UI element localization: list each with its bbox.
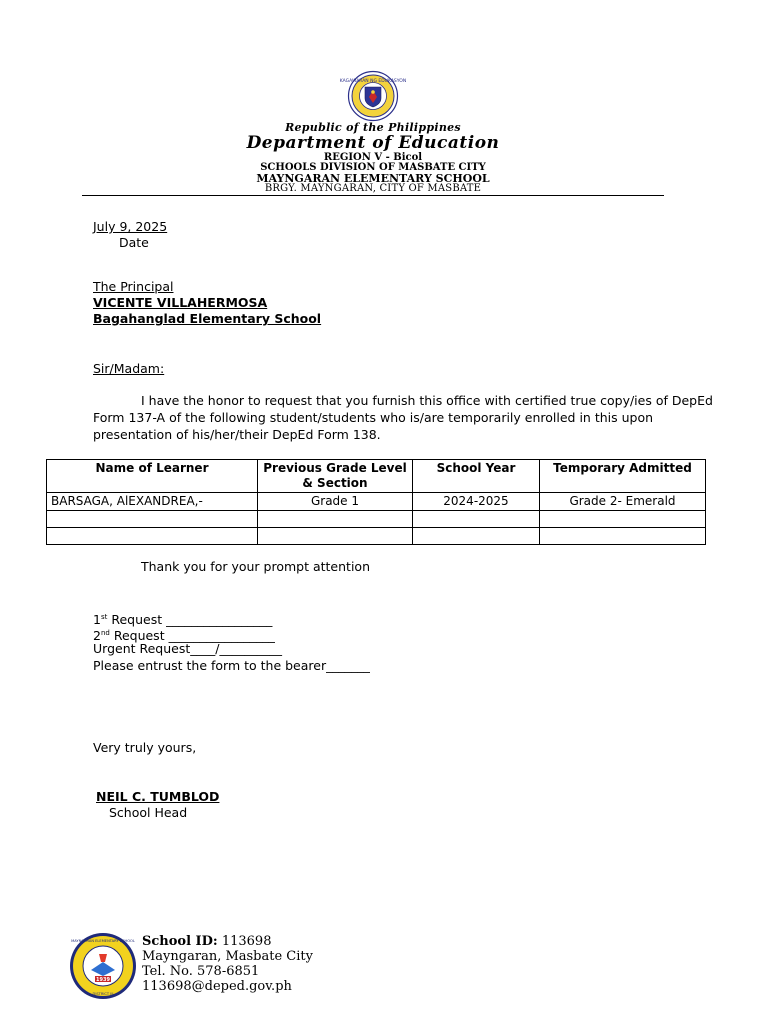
column-header: Name of Learner: [47, 460, 258, 493]
recipient-title: The Principal: [93, 279, 174, 294]
temporary-admitted-cell: Grade 2- Emerald: [540, 493, 706, 511]
header-department: Department of Education: [246, 133, 500, 153]
header-republic: Republic of the Philippines: [285, 121, 461, 134]
signatory-title: School Head: [109, 805, 188, 820]
svg-text:1939: 1939: [96, 977, 110, 983]
header-divider: [82, 195, 664, 196]
date-label: Date: [119, 235, 149, 250]
table-header-row: [47, 460, 706, 493]
svg-text:KAGAWARAN NG EDUKASYON: KAGAWARAN NG EDUKASYON: [339, 79, 407, 84]
learner-name-cell: [47, 528, 258, 545]
body-line-3: presentation of his/her/their DepEd Form 138.: [93, 427, 381, 442]
svg-text:MAYNGARAN ELEMENTARY SCHOOL: MAYNGARAN ELEMENTARY SCHOOL: [71, 939, 135, 943]
footer-school-id: [142, 934, 271, 949]
school-logo-icon: [69, 932, 137, 1000]
footer-location: Mayngaran, Masbate City: [142, 949, 313, 964]
footer-tel: Tel. No. 578-6851: [142, 964, 260, 979]
header-division: SCHOOLS DIVISION OF MASBATE CITY: [260, 162, 486, 173]
svg-text:DISTRICT III: DISTRICT III: [92, 992, 114, 996]
learners-table: [46, 459, 706, 545]
salutation: Sir/Madam:: [93, 361, 165, 376]
first-request-ordinal: st: [100, 613, 108, 621]
closing: Very truly yours,: [93, 740, 197, 755]
second-request-number: 2: [93, 628, 101, 644]
school-id-value: 113698: [217, 934, 272, 949]
table-row: [47, 528, 706, 545]
column-header: School Year: [413, 460, 540, 493]
recipient-name: VICENTE VILLAHERMOSA: [93, 295, 268, 310]
temporary-admitted-cell: [540, 511, 706, 528]
first-request-number: 1: [93, 612, 101, 628]
school-id-label: School ID:: [142, 934, 218, 949]
body-line-1: I have the honor to request that you furnish this office with certified true copy/ies of DepEd: [141, 393, 713, 408]
temporary-admitted-cell: [540, 528, 706, 545]
header-address: BRGY. MAYNGARAN, CITY OF MASBATE: [264, 183, 482, 194]
school-year-cell: 2024-2025: [413, 493, 540, 511]
entrust-line: Please entrust the form to the bearer_______: [93, 658, 370, 673]
table-row: [47, 511, 706, 528]
urgent-request-line: Urgent Request____/__________: [93, 641, 282, 656]
letter-date: July 9, 2025: [93, 219, 168, 234]
learner-name-cell: BARSAGA, AlEXANDREA,-: [47, 493, 258, 511]
header-school: MAYNGARAN ELEMENTARY SCHOOL: [256, 172, 490, 185]
body-line-2: Form 137-A of the following student/students who is/are temporarily enrolled in this upon: [93, 410, 654, 425]
previous-grade-cell: [258, 511, 413, 528]
learner-name-cell: [47, 511, 258, 528]
footer-email: 113698@deped.gov.ph: [142, 979, 292, 994]
first-request-text: Request _________________: [107, 612, 273, 628]
signatory-name: NEIL C. TUMBLOD: [96, 789, 220, 804]
column-header: Temporary Admitted: [540, 460, 706, 493]
thanks-line: Thank you for your prompt attention: [141, 559, 370, 574]
second-request-text: Request _________________: [109, 628, 275, 644]
previous-grade-cell: Grade 1: [258, 493, 413, 511]
header-region: REGION V - Bicol: [323, 152, 423, 163]
previous-grade-cell: [258, 528, 413, 545]
school-year-cell: [413, 528, 540, 545]
school-year-cell: [413, 511, 540, 528]
deped-seal-icon: [337, 70, 409, 122]
recipient-school: Bagahanglad Elementary School: [93, 311, 322, 326]
second-request-ordinal: nd: [100, 629, 110, 637]
table-row: [47, 493, 706, 511]
column-header: Previous Grade Level & Section: [258, 460, 413, 493]
